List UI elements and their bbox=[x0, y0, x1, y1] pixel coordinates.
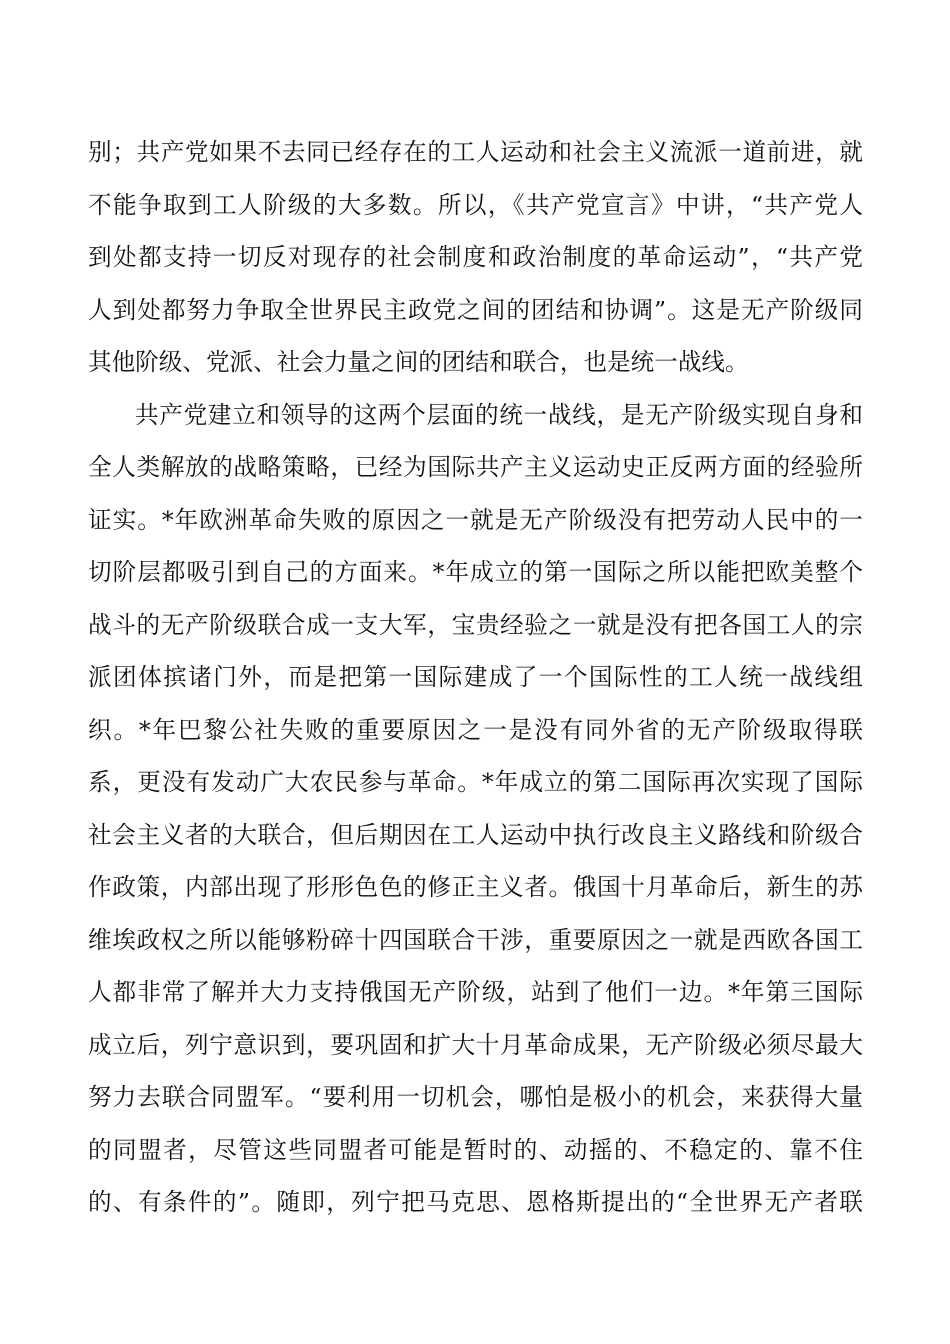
text-line: 到处都支持一切反对现存的社会制度和政治制度的革命运动”，“共产党 bbox=[88, 243, 863, 271]
text-line: 共产党建立和领导的这两个层面的统一战线，是无产阶级实现自身和 bbox=[135, 400, 863, 429]
text-line: 切阶层都吸引到自己的方面来。*年成立的第一国际之所以能把欧美整个 bbox=[88, 558, 863, 586]
text-line: 战斗的无产阶级联合成一支大军，宝贵经验之一就是没有把各国工人的宗 bbox=[88, 610, 863, 639]
text-line: 其他阶级、党派、社会力量之间的团结和联合，也是统一战线。 bbox=[88, 348, 749, 376]
text-line: 社会主义者的大联合，但后期因在工人运动中执行改良主义路线和阶级合 bbox=[88, 820, 863, 849]
text-line: 织。*年巴黎公社失败的重要原因之一是没有同外省的无产阶级取得联 bbox=[88, 715, 863, 744]
text-line bbox=[88, 1229, 863, 1282]
text-line: 系，更没有发动广大农民参与革命。*年成立的第二国际再次实现了国际 bbox=[88, 768, 863, 796]
body-text bbox=[88, 126, 863, 1281]
text-line: 派团体摈诸门外，而是把第一国际建成了一个国际性的工人统一战线组 bbox=[88, 663, 863, 691]
text-line: 的、有条件的”。随即，列宁把马克思、恩格斯提出的“全世界无产者联 bbox=[88, 1188, 863, 1216]
text-line: 证实。*年欧洲革命失败的原因之一就是无产阶级没有把劳动人民中的一 bbox=[88, 505, 863, 534]
text-line: 的同盟者，尽管这些同盟者可能是暂时的、动摇的、不稳定的、靠不住 bbox=[88, 1135, 863, 1164]
text-line: 人都非常了解并大力支持俄国无产阶级，站到了他们一边。*年第三国际 bbox=[88, 978, 863, 1006]
text-line: 作政策，内部出现了形形色色的修正主义者。俄国十月革命后，新生的苏 bbox=[88, 873, 863, 901]
text-line: 努力去联合同盟军。“要利用一切机会，哪怕是极小的机会，来获得大量 bbox=[88, 1083, 863, 1111]
paragraph-1 bbox=[88, 126, 863, 389]
text-line: 人到处都努力争取全世界民主政党之间的团结和协调”。这是无产阶级同 bbox=[88, 295, 863, 324]
text-line: 别；共产党如果不去同已经存在的工人运动和社会主义流派一道前进，就 bbox=[88, 138, 863, 166]
text-line: 全人类解放的战略策略，已经为国际共产主义运动史正反两方面的经验所 bbox=[88, 453, 863, 481]
text-line: 维埃政权之所以能够粉碎十四国联合干涉，重要原因之一就是西欧各国工 bbox=[88, 925, 863, 954]
text-line: 不能争取到工人阶级的大多数。所以，《共产党宣言》中讲，“共产党人 bbox=[88, 190, 863, 219]
text-line: 成立后，列宁意识到，要巩固和扩大十月革命成果，无产阶级必须尽最大 bbox=[88, 1030, 863, 1059]
paragraph-2 bbox=[88, 389, 863, 1282]
